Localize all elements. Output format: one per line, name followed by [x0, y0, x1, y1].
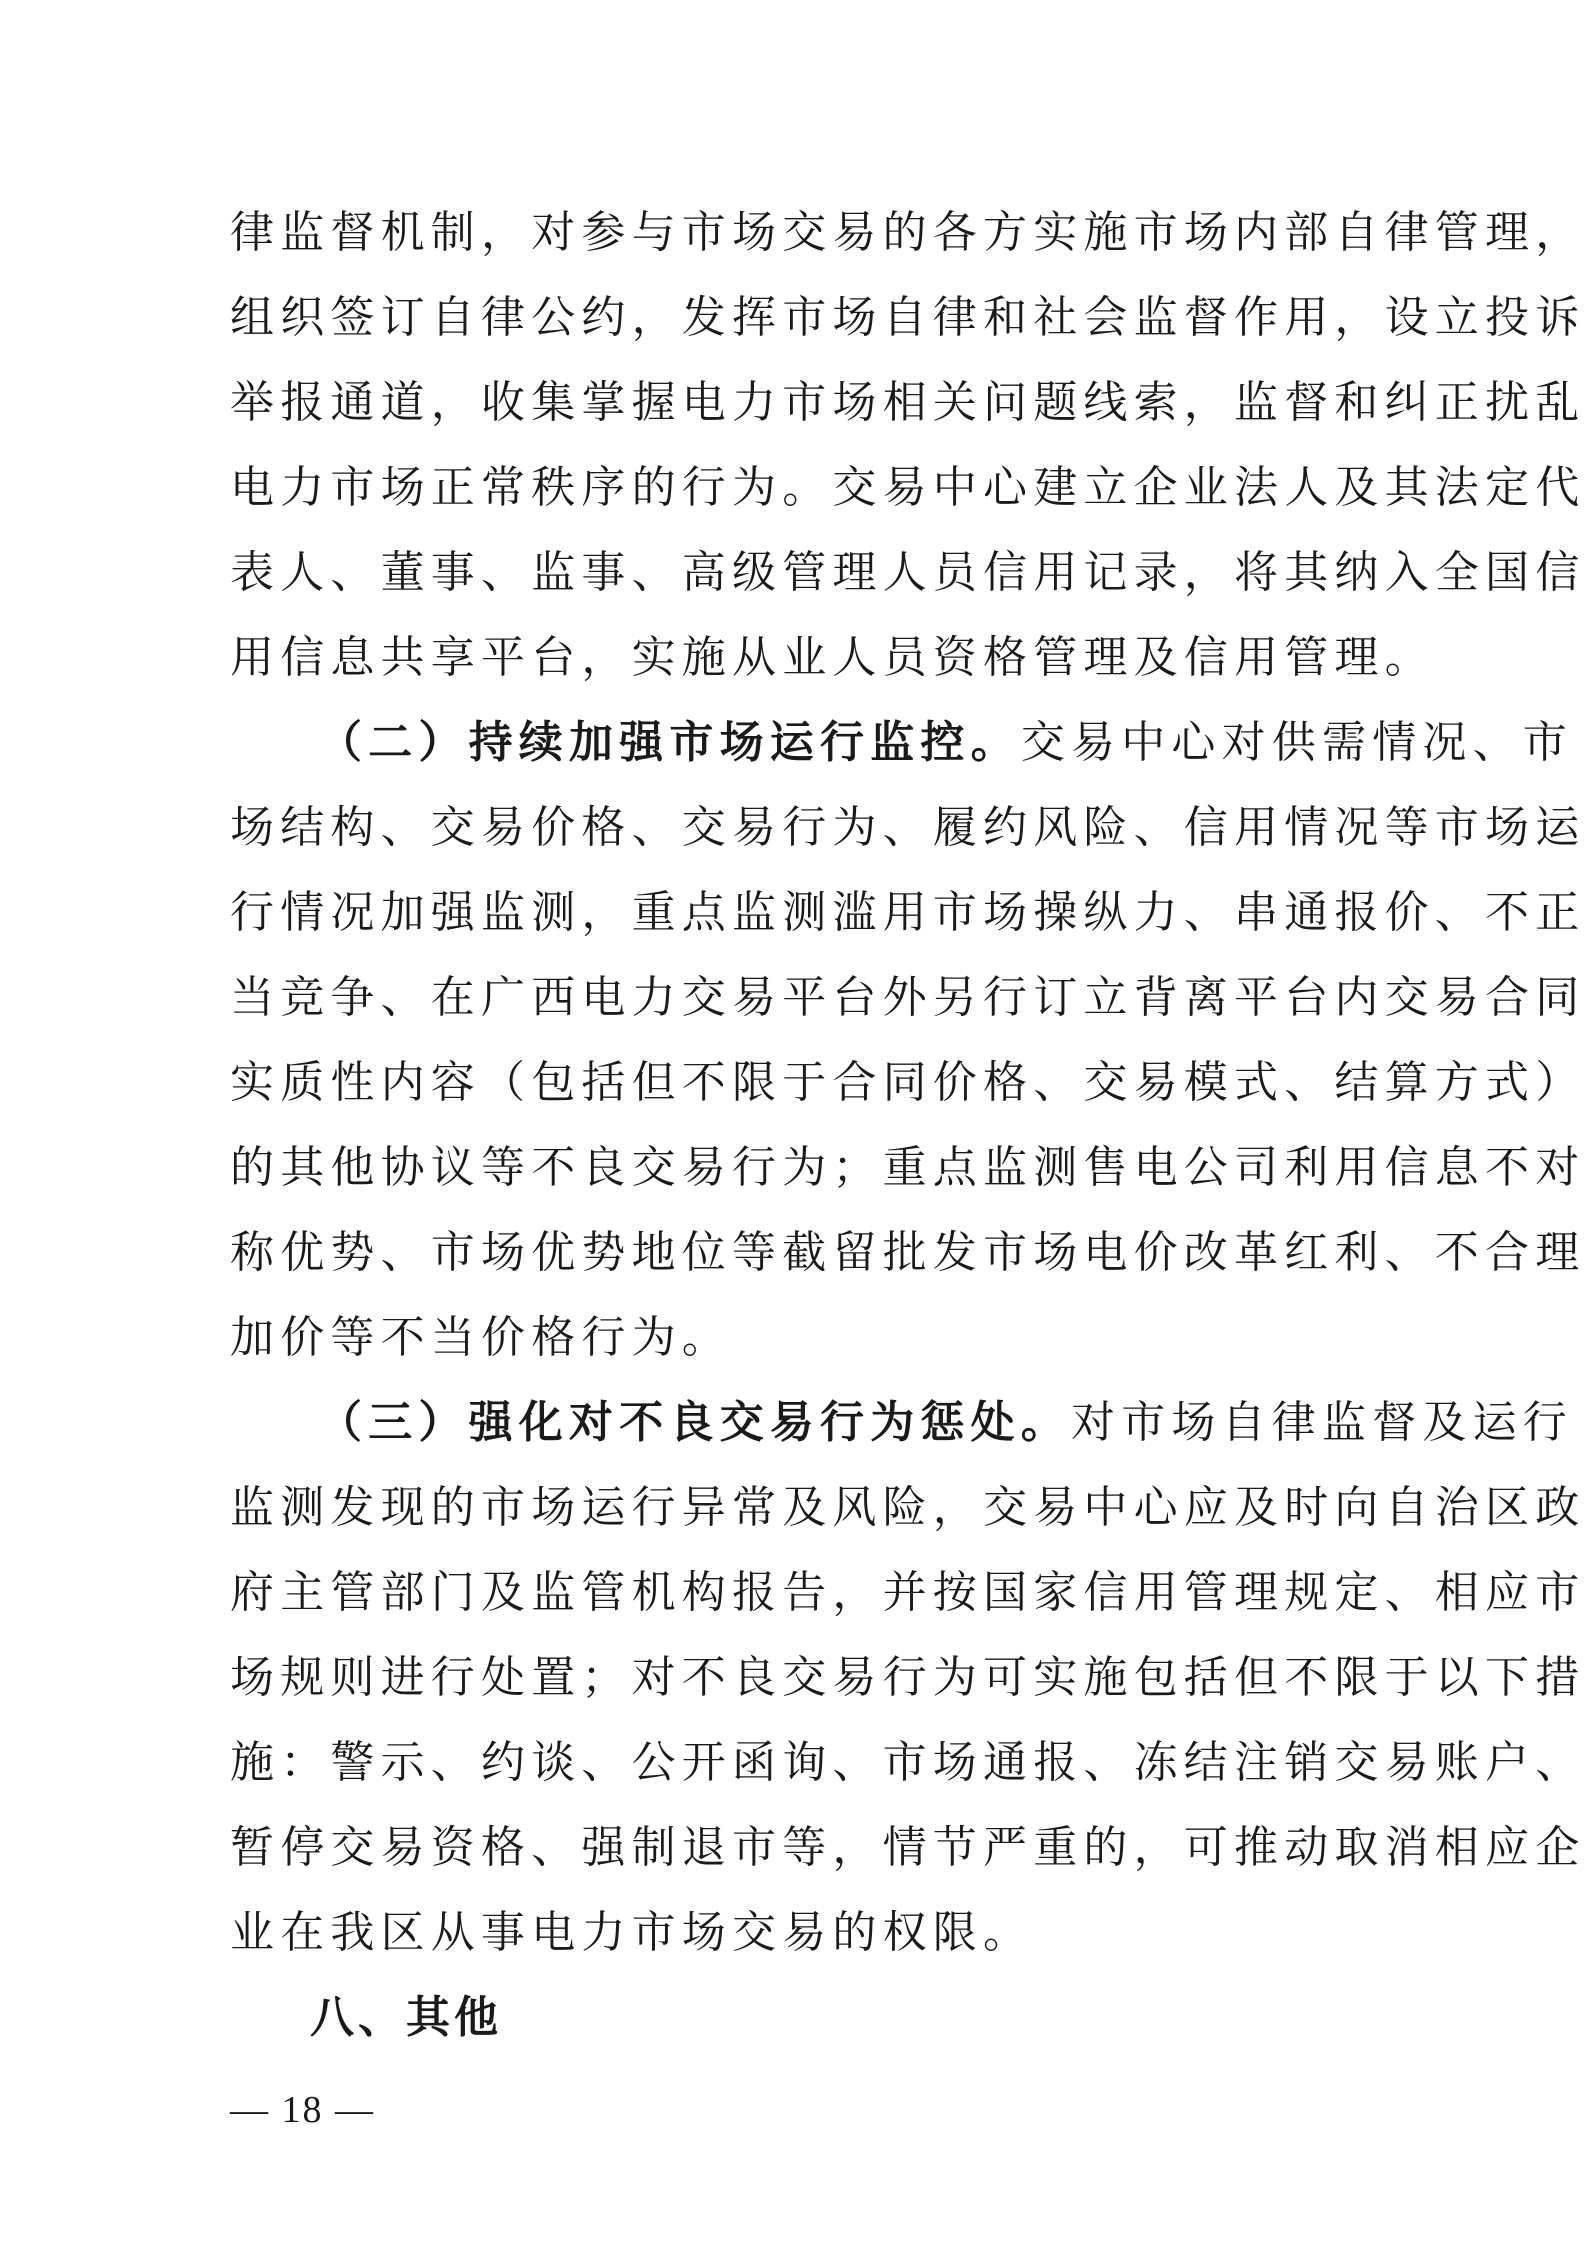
paragraph-first-line — [230, 700, 1574, 785]
subsection-heading: （二）持续加强市场运行监控。 — [318, 717, 1021, 768]
paragraph-line: 场规则进行处置；对不良交易行为可实施包括但不限于以下措 — [230, 1652, 1586, 1703]
paragraph-line: 监测发现的市场运行异常及风险，交易中心应及时向自治区政 — [230, 1482, 1586, 1533]
paragraph-line: 举报通道，收集掌握电力市场相关问题线索，监督和纠正扰乱 — [230, 377, 1586, 428]
paragraph-punishment — [230, 1380, 1586, 1975]
document-body — [230, 190, 1586, 2060]
page-number: — 18 — — [230, 2089, 375, 2131]
paragraph-text: 交易中心对供需情况、市 — [1020, 717, 1574, 768]
paragraph-line: 的其他协议等不良交易行为；重点监测售电公司利用信息不对 — [230, 1142, 1586, 1193]
paragraph-line: 当竞争、在广西电力交易平台外另行订立背离平台内交易合同 — [230, 972, 1586, 1023]
paragraph-text: 对市场自律监督及运行 — [1071, 1397, 1573, 1448]
paragraph-line: 表人、董事、监事、高级管理人员信用记录，将其纳入全国信 — [230, 547, 1586, 598]
paragraph-market-monitoring — [230, 700, 1586, 1380]
subsection-heading: （三）强化对不良交易行为惩处。 — [318, 1397, 1071, 1448]
paragraph-line: 场结构、交易价格、交易行为、履约风险、信用情况等市场运 — [230, 802, 1586, 853]
paragraph-line: 实质性内容（包括但不限于合同价格、交易模式、结算方式） — [230, 1057, 1586, 1108]
section-heading: 八、其他 — [310, 1992, 502, 2043]
paragraph-line: 业在我区从事电力市场交易的权限。 — [230, 1907, 1034, 1958]
paragraph-line: 称优势、市场优势地位等截留批发市场电价改革红利、不合理 — [230, 1227, 1586, 1278]
paragraph-first-line — [230, 1380, 1573, 1465]
paragraph-self-regulation — [230, 190, 1586, 700]
paragraph-line: 暂停交易资格、强制退市等，情节严重的，可推动取消相应企 — [230, 1822, 1586, 1873]
paragraph-line: 行情况加强监测，重点监测滥用市场操纵力、串通报价、不正 — [230, 887, 1586, 938]
paragraph-line: 施：警示、约谈、公开函询、市场通报、冻结注销交易账户、 — [230, 1737, 1586, 1788]
paragraph-line: 律监督机制，对参与市场交易的各方实施市场内部自律管理， — [230, 207, 1586, 258]
paragraph-line: 电力市场正常秩序的行为。交易中心建立企业法人及其法定代 — [230, 462, 1586, 513]
paragraph-line: 加价等不当价格行为。 — [230, 1312, 732, 1363]
paragraph-line: 府主管部门及监管机构报告，并按国家信用管理规定、相应市 — [230, 1567, 1586, 1618]
paragraph-line: 用信息共享平台，实施从业人员资格管理及信用管理。 — [230, 632, 1435, 683]
paragraph-line: 组织签订自律公约，发挥市场自律和社会监督作用，设立投诉 — [230, 292, 1586, 343]
